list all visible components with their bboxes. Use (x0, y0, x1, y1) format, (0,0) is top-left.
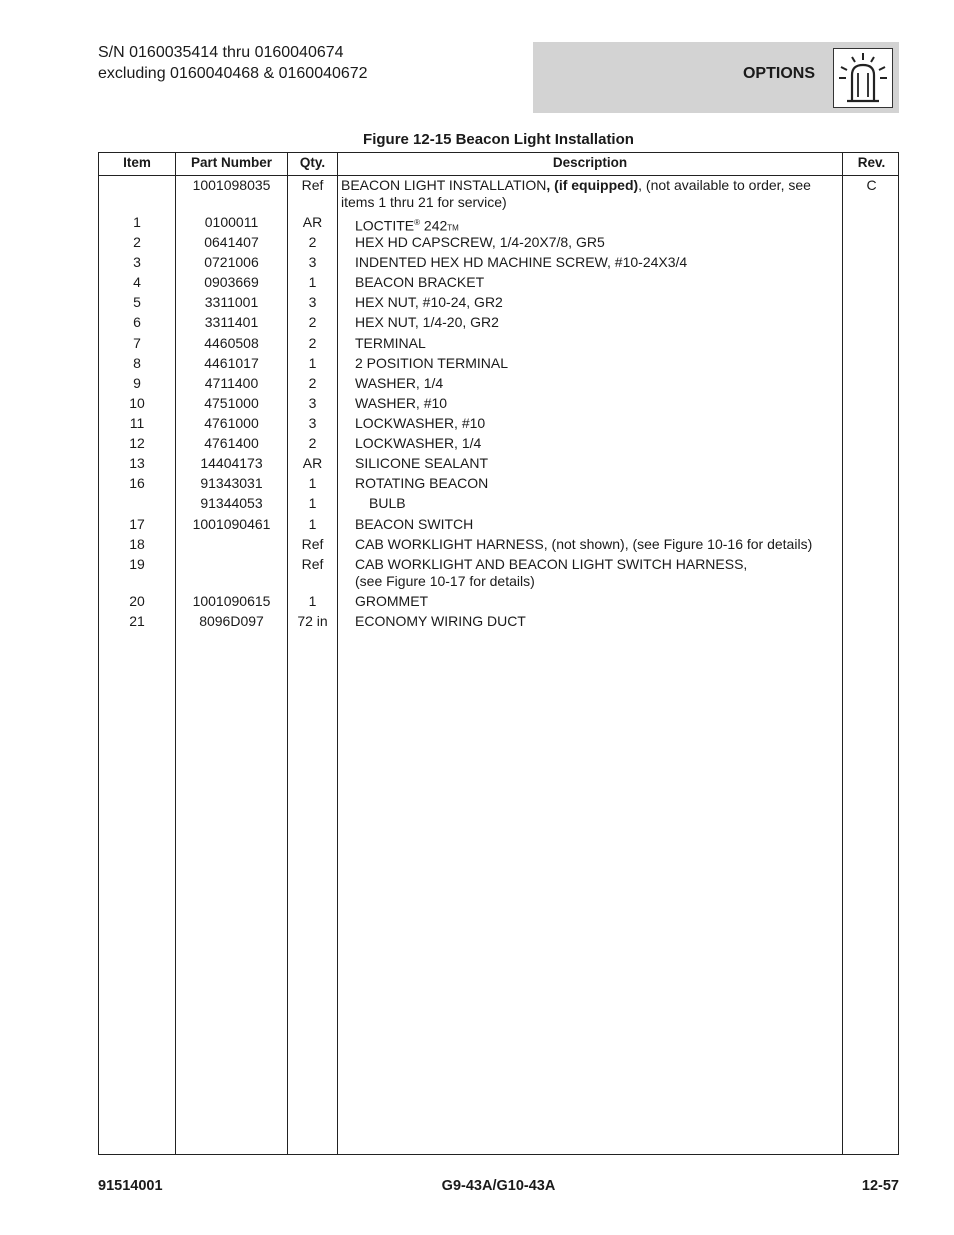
description-text: INDENTED HEX HD MACHINE SCREW, #10-24X3/4 (355, 254, 688, 270)
quantity: 2 (308, 335, 317, 351)
item-number: 6 (133, 314, 141, 330)
description (341, 234, 855, 251)
trademark-mark: TM (447, 223, 459, 233)
description-text-continued: (see Figure 10-17 for details) (355, 573, 535, 589)
part-number: 91344053 (200, 495, 263, 511)
description-emphasis: , (if equipped) (546, 177, 639, 193)
item-number: 13 (129, 455, 145, 471)
description-text: SILICONE SEALANT (355, 455, 489, 471)
serial-range (98, 42, 368, 84)
description (341, 495, 869, 512)
description-text: BULB (369, 495, 406, 511)
part-number: 0721006 (204, 254, 259, 270)
quantity: Ref (301, 556, 324, 572)
description (341, 536, 855, 553)
figure-title: Figure 12-15 Beacon Light Installation (363, 131, 634, 148)
description-brand: LOCTITE (355, 217, 415, 234)
column-header-item: Item (123, 155, 151, 170)
quantity: 1 (308, 593, 317, 609)
quantity: 3 (308, 395, 317, 411)
quantity: 72 in (297, 613, 328, 629)
part-number: 0100011 (204, 214, 259, 230)
description-text: HEX NUT, #10-24, GR2 (355, 294, 503, 310)
description (341, 556, 855, 590)
part-number: 3311001 (204, 294, 259, 310)
part-number: 1001098035 (192, 177, 271, 193)
item-number: 10 (129, 395, 145, 411)
item-number: 2 (133, 234, 141, 250)
quantity: Ref (301, 536, 324, 552)
quantity: 1 (308, 274, 317, 290)
description-text: BEACON BRACKET (355, 274, 485, 290)
quantity: 1 (308, 495, 317, 511)
part-number: 14404173 (200, 455, 263, 471)
part-number: 8096D097 (199, 613, 264, 629)
quantity: 1 (308, 355, 317, 371)
description-text: BEACON SWITCH (355, 516, 474, 532)
description (341, 177, 841, 211)
column-header-description: Description (552, 155, 628, 170)
serial-line-1: S/N 0160035414 thru 0160040674 (98, 44, 344, 61)
part-number: 1001090615 (192, 593, 271, 609)
item-number: 11 (129, 415, 145, 431)
description-text: HEX HD CAPSCREW, 1/4-20X7/8, GR5 (355, 234, 605, 250)
description (341, 516, 855, 533)
part-number: 4460508 (204, 335, 259, 351)
quantity: 1 (308, 516, 317, 532)
description-text: CAB WORKLIGHT AND BEACON LIGHT SWITCH HARNESS, (355, 556, 748, 572)
revision: C (866, 177, 877, 193)
description (341, 355, 855, 372)
item-number: 18 (129, 536, 145, 552)
part-number: 1001090461 (192, 516, 271, 532)
part-number: 3311401 (204, 314, 259, 330)
item-number: 1 (133, 214, 141, 230)
description-text: HEX NUT, 1/4-20, GR2 (355, 314, 499, 330)
item-number: 17 (129, 516, 145, 532)
description-text: ECONOMY WIRING DUCT (355, 613, 526, 629)
description (341, 475, 855, 492)
section-title: OPTIONS (742, 65, 815, 82)
item-number: 5 (133, 294, 141, 310)
beacon-light-icon (833, 48, 893, 108)
description-number: 242 (420, 217, 448, 234)
description (341, 294, 855, 311)
column-header-qty: Qty. (299, 155, 326, 170)
footer-model: G9-43A/G10-43A (441, 1178, 556, 1194)
part-number: 91343031 (200, 475, 263, 491)
description-text: LOCKWASHER, #10 (355, 415, 486, 431)
description-text: TERMINAL (355, 335, 426, 351)
description-text: WASHER, 1/4 (355, 375, 444, 391)
serial-line-2: excluding 0160040468 & 0160040672 (98, 65, 368, 82)
description-note: , (not available to order, see (638, 177, 811, 193)
item-number: 21 (129, 613, 145, 629)
description (341, 613, 855, 630)
description (341, 395, 855, 412)
part-number: 0903669 (204, 274, 259, 290)
item-number: 9 (133, 375, 141, 391)
item-number: 3 (133, 254, 141, 270)
quantity: AR (302, 214, 323, 230)
part-number: 4711400 (204, 375, 259, 391)
part-number: 4461017 (204, 355, 259, 371)
quantity: Ref (301, 177, 324, 193)
item-number: 8 (133, 355, 141, 371)
description-text: LOCKWASHER, 1/4 (355, 435, 482, 451)
description (341, 254, 855, 271)
description (341, 415, 855, 432)
quantity: 3 (308, 294, 317, 310)
part-number: 4761000 (204, 415, 259, 431)
item-number: 16 (129, 475, 145, 491)
part-number: 4761400 (204, 435, 259, 451)
footer-manual-number: 91514001 (98, 1178, 163, 1194)
section-banner (533, 42, 899, 113)
quantity: AR (302, 455, 323, 471)
column-header-part-number: Part Number (190, 155, 273, 170)
item-number: 20 (129, 593, 145, 609)
description-note-continued: items 1 thru 21 for service) (341, 194, 507, 210)
part-number: 0641407 (204, 234, 259, 250)
description (341, 375, 855, 392)
description-text: GROMMET (355, 593, 429, 609)
quantity: 2 (308, 435, 317, 451)
quantity: 3 (308, 254, 317, 270)
description-text: WASHER, #10 (355, 395, 448, 411)
item-number: 19 (129, 556, 145, 572)
description (341, 274, 855, 291)
quantity: 2 (308, 375, 317, 391)
description-text: CAB WORKLIGHT HARNESS, (not shown), (see Figure 10-16 for details) (355, 536, 813, 552)
quantity: 2 (308, 234, 317, 250)
item-number: 4 (133, 274, 141, 290)
description-main: BEACON LIGHT INSTALLATION (341, 177, 547, 193)
description-text: 2 POSITION TERMINAL (355, 355, 508, 371)
item-number: 7 (133, 335, 141, 351)
column-header-rev: Rev. (857, 155, 886, 170)
description (341, 593, 855, 610)
quantity: 1 (308, 475, 317, 491)
description-text: ROTATING BEACON (355, 475, 489, 491)
description (341, 435, 855, 452)
header-divider (99, 175, 898, 176)
quantity: 3 (308, 415, 317, 431)
parts-table (98, 152, 899, 1155)
footer-page-number: 12-57 (861, 1178, 899, 1194)
registered-mark: ® (414, 218, 421, 227)
part-number: 4751000 (204, 395, 259, 411)
column-divider (337, 153, 338, 1154)
quantity: 2 (308, 314, 317, 330)
description (341, 335, 855, 352)
description (341, 455, 855, 472)
item-number: 12 (129, 435, 145, 451)
description (341, 314, 855, 331)
